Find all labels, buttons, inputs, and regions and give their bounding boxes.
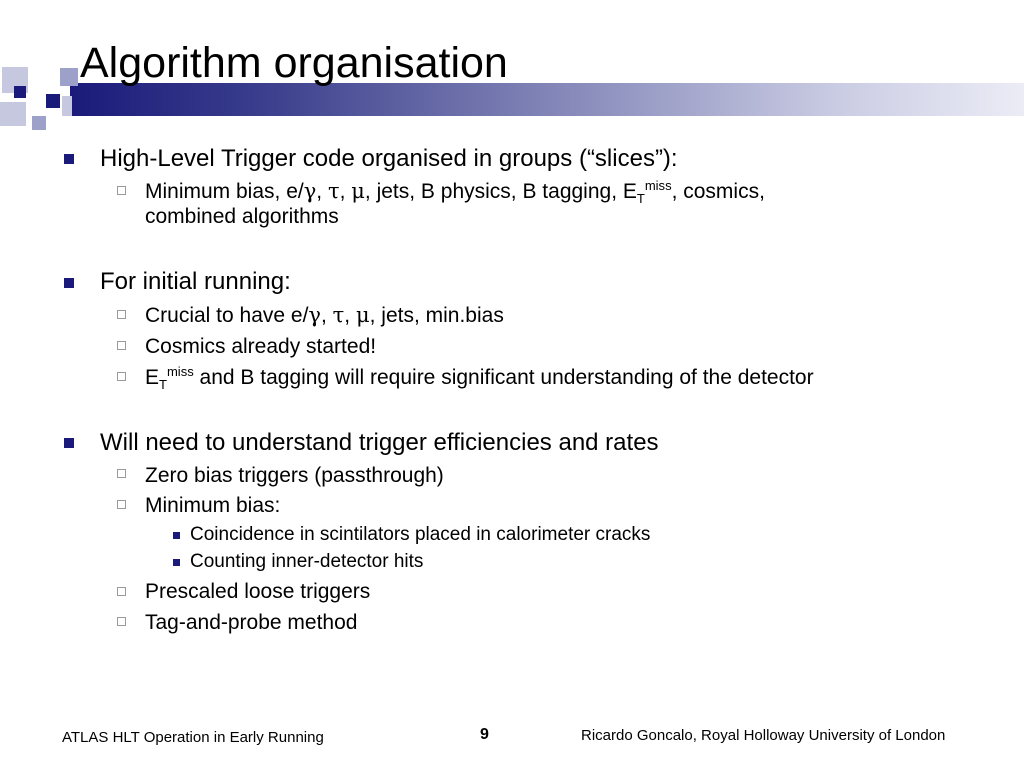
sub-bullet-slices-list: Minimum bias, e/γ, τ, μ, jets, B physics, B tagging, $E_T^{miss}$, cosmics,	[145, 178, 765, 207]
bullet-hollow-square-icon	[117, 587, 126, 596]
bullet-efficiencies: Will need to understand trigger efficiencies and rates	[100, 429, 659, 456]
sub-bullet-zero-bias: Zero bias triggers (passthrough)	[145, 464, 444, 487]
bullet-hollow-square-icon	[117, 469, 126, 478]
bullet-square-icon	[64, 438, 74, 448]
decor-square-3	[32, 116, 46, 130]
bullet-hollow-square-icon	[117, 186, 126, 195]
bullet-small-square-icon	[173, 532, 180, 539]
decor-square-5	[14, 86, 26, 98]
sub-sub-bullet-coincidence: Coincidence in scintilators placed in calorimeter cracks	[190, 524, 651, 545]
bullet-slices: High-Level Trigger code organised in groups (“slices”):	[100, 145, 678, 172]
sub-bullet-prescaled: Prescaled loose triggers	[145, 580, 371, 603]
footer-page-number: 9	[480, 726, 489, 743]
bullet-square-icon	[64, 154, 74, 164]
bullet-square-icon	[64, 278, 74, 288]
footer-presentation-title: ATLAS HLT Operation in Early Running	[62, 729, 324, 746]
bullet-hollow-square-icon	[117, 341, 126, 350]
footer-author: Ricardo Goncalo, Royal Holloway University of London	[581, 727, 946, 744]
bullet-small-square-icon	[173, 559, 180, 566]
sub-bullet-tag-and-probe: Tag-and-probe method	[145, 611, 358, 634]
slide-title: Algorithm organisation	[80, 39, 508, 87]
decor-square-2	[0, 102, 26, 126]
bullet-hollow-square-icon	[117, 500, 126, 509]
decor-square-7	[62, 96, 72, 116]
sub-bullet-etmiss: $E_T^{miss}$ and B tagging will require significant understanding of the detector	[145, 364, 814, 393]
bullet-initial-running: For initial running:	[100, 268, 291, 295]
decor-square-6	[46, 94, 60, 108]
sub-bullet-cosmics: Cosmics already started!	[145, 335, 377, 358]
sub-sub-bullet-counting: Counting inner-detector hits	[190, 551, 424, 572]
sub-bullet-crucial: Crucial to have e/γ, τ, μ, jets, min.bias	[145, 303, 504, 327]
bullet-hollow-square-icon	[117, 617, 126, 626]
sub-bullet-slices-list-cont: combined algorithms	[145, 205, 339, 228]
bullet-hollow-square-icon	[117, 372, 126, 381]
decor-square-4	[60, 68, 78, 86]
bullet-hollow-square-icon	[117, 310, 126, 319]
sub-bullet-minimum-bias: Minimum bias:	[145, 494, 281, 517]
